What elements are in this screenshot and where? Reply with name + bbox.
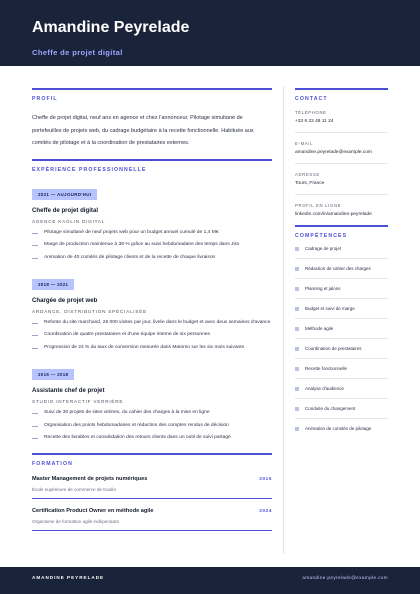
item-rule xyxy=(295,278,388,279)
experience-section xyxy=(32,159,272,444)
header-banner xyxy=(0,0,420,66)
skill-label: Rédaction de cahier des charges xyxy=(305,266,371,271)
skill-item xyxy=(295,346,388,351)
education-section xyxy=(32,453,272,531)
skill-label: Analyse d'audience xyxy=(305,386,344,391)
education-item xyxy=(32,508,272,531)
degree-year: 2024 xyxy=(259,508,272,514)
degree-title: Master Management de projets numériques xyxy=(32,476,148,483)
square-bullet-icon xyxy=(295,267,299,271)
skill-label: Méthode agile xyxy=(305,326,334,331)
school-name: Organisme de formation agile indépendant xyxy=(32,519,119,525)
role-title: Cheffe de projet digital xyxy=(32,206,99,214)
section-rule xyxy=(295,88,388,90)
section-rule xyxy=(32,159,272,161)
main-column xyxy=(32,88,272,531)
item-rule xyxy=(295,132,388,133)
skill-item xyxy=(295,286,388,291)
bullet-text: Progression de 24 % du taux de conversion mesurée dans Matomo sur les six mois suivants xyxy=(44,344,245,350)
experience-heading: EXPÉRIENCE PROFESSIONNELLE xyxy=(32,166,147,173)
role-title: Assistante chef de projet xyxy=(32,387,105,395)
date-badge: 2018 — 2021 xyxy=(32,279,74,290)
skill-label: Animation de comités de pilotage xyxy=(305,426,372,431)
skill-label: Coordination de prestataires xyxy=(305,346,362,351)
company-name: STUDIO INTERACTIF VERRIÈRE xyxy=(32,399,124,405)
item-rule xyxy=(295,358,388,359)
bullet-text: Refonte du site marchand, 26 000 visites par jour, livrée dans le budget et avec deux semaines d'avance xyxy=(44,320,271,325)
school-name: École supérieure de commerce de Kaolin xyxy=(32,487,117,493)
education-item xyxy=(32,476,272,499)
skill-item xyxy=(295,406,388,411)
bullet-text: Marge de production maintenue à 38 % grâce au suivi hebdomadaire des temps dans Jira xyxy=(44,242,239,248)
experience-item xyxy=(32,183,272,263)
item-rule xyxy=(295,194,388,195)
section-rule xyxy=(32,453,272,455)
skill-item xyxy=(295,306,388,311)
item-rule xyxy=(295,378,388,379)
footer-name: AMANDINE PEYRELADE xyxy=(32,575,105,580)
square-bullet-icon xyxy=(295,327,299,331)
sidebar-column xyxy=(295,88,388,431)
skill-label: Planning et jalons xyxy=(305,286,341,291)
achievement-bullet xyxy=(32,330,272,340)
skill-item xyxy=(295,246,388,251)
skill-item xyxy=(295,266,388,271)
skills-section xyxy=(295,225,388,431)
skill-label: Conduite du changement xyxy=(305,406,356,411)
phone-value: +33 6 22 48 11 24 xyxy=(295,119,334,124)
dash-icon xyxy=(32,233,38,234)
item-rule xyxy=(295,338,388,339)
job-title: Cheffe de projet digital xyxy=(32,48,123,57)
square-bullet-icon xyxy=(295,367,299,371)
item-rule xyxy=(295,163,388,164)
bullet-text: Recette des livrables et consolidation des retours clients dans un outil de suivi partagé xyxy=(44,435,231,441)
skill-item xyxy=(295,386,388,391)
item-rule xyxy=(295,418,388,419)
company-name: AGENCE KAOLIN DIGITAL xyxy=(32,218,106,224)
skill-item xyxy=(295,426,388,431)
online-profile-label: PROFIL EN LIGNE xyxy=(295,203,342,208)
date-badge: 2016 — 2018 xyxy=(32,369,74,380)
degree-year: 2016 xyxy=(259,476,272,482)
skill-item xyxy=(295,326,388,331)
email-value: amandine.peyrelade@example.com xyxy=(295,150,372,155)
dash-icon xyxy=(32,413,38,414)
item-rule xyxy=(295,258,388,259)
square-bullet-icon xyxy=(295,287,299,291)
date-badge: 2021 — AUJOURD'HUI xyxy=(32,189,97,200)
square-bullet-icon xyxy=(295,407,299,411)
skill-label: Budget et suivi de marge xyxy=(305,306,355,311)
dash-icon xyxy=(32,258,38,259)
dash-icon xyxy=(32,426,38,427)
footer-banner xyxy=(0,567,420,594)
degree-title: Certification Product Owner en méthode agile xyxy=(32,508,154,515)
achievement-bullet xyxy=(32,240,272,250)
bullet-text: Coordination de quatre prestataires et d'une équipe interne de six personnes xyxy=(44,332,210,338)
achievement-bullet xyxy=(32,343,272,353)
profile-heading: PROFIL xyxy=(32,96,58,102)
contact-section xyxy=(295,88,388,217)
square-bullet-icon xyxy=(295,427,299,431)
bullet-text: Animation de 40 comités de pilotage clients et de la recette de chaque livraison xyxy=(44,254,216,260)
phone-label: TÉLÉPHONE xyxy=(295,110,327,115)
item-rule xyxy=(295,318,388,319)
item-rule xyxy=(295,298,388,299)
achievement-bullet xyxy=(32,318,272,328)
achievement-bullet xyxy=(32,408,272,418)
experience-item xyxy=(32,363,272,443)
square-bullet-icon xyxy=(295,247,299,251)
education-heading: FORMATION xyxy=(32,461,73,468)
section-rule xyxy=(295,225,388,227)
bullet-text: Suivi de 30 projets de sites vitrines, du cahier des charges à la mise en ligne xyxy=(44,410,210,416)
profile-text: Cheffe de projet digital, neuf ans en agence et chez l'annonceur. Pilotage simultané de portefeuilles de projets web, du cadrage budgétaire à la recette fonctionnelle. Habituée aux comités de pilotage et à la coordination de prestataires externes. xyxy=(32,115,254,147)
contact-heading: CONTACT xyxy=(295,96,328,102)
achievement-bullet xyxy=(32,253,272,263)
achievement-bullet xyxy=(32,228,272,238)
dash-icon xyxy=(32,348,38,349)
skill-label: Cadrage de projet xyxy=(305,246,342,251)
experience-item xyxy=(32,273,272,353)
skill-label: Recette fonctionnelle xyxy=(305,366,348,371)
section-rule xyxy=(32,88,272,90)
candidate-name: Amandine Peyrelade xyxy=(32,19,190,36)
online-profile-value: linkedin.com/in/amandine-peyrelade xyxy=(295,212,372,217)
profile-section xyxy=(32,88,272,150)
square-bullet-icon xyxy=(295,387,299,391)
item-rule xyxy=(32,530,272,531)
dash-icon xyxy=(32,323,38,324)
address-label: ADRESSE xyxy=(295,172,320,177)
bullet-text: Organisation des points hebdomadaires et rédaction des comptes rendus de décision xyxy=(44,422,229,428)
item-rule xyxy=(32,498,272,499)
company-name: ARDANCE, DISTRIBUTION SPÉCIALISÉE xyxy=(32,309,147,314)
skill-item xyxy=(295,366,388,371)
achievement-bullet xyxy=(32,421,272,431)
dash-icon xyxy=(32,245,38,246)
bullet-text: Pilotage simultané de neuf projets web pour un budget annuel cumulé de 1,4 M€ xyxy=(44,229,219,235)
dash-icon xyxy=(32,438,38,439)
address-value: Tours, France xyxy=(295,181,325,186)
item-rule xyxy=(295,398,388,399)
email-label: E-MAIL xyxy=(295,141,314,146)
column-divider xyxy=(283,86,284,554)
role-title: Chargée de projet web xyxy=(32,297,98,304)
dash-icon xyxy=(32,335,38,336)
skills-heading: COMPÉTENCES xyxy=(295,233,348,239)
achievement-bullet xyxy=(32,433,272,443)
square-bullet-icon xyxy=(295,347,299,351)
footer-email: amandine.peyrelade@example.com xyxy=(302,575,388,580)
square-bullet-icon xyxy=(295,307,299,311)
